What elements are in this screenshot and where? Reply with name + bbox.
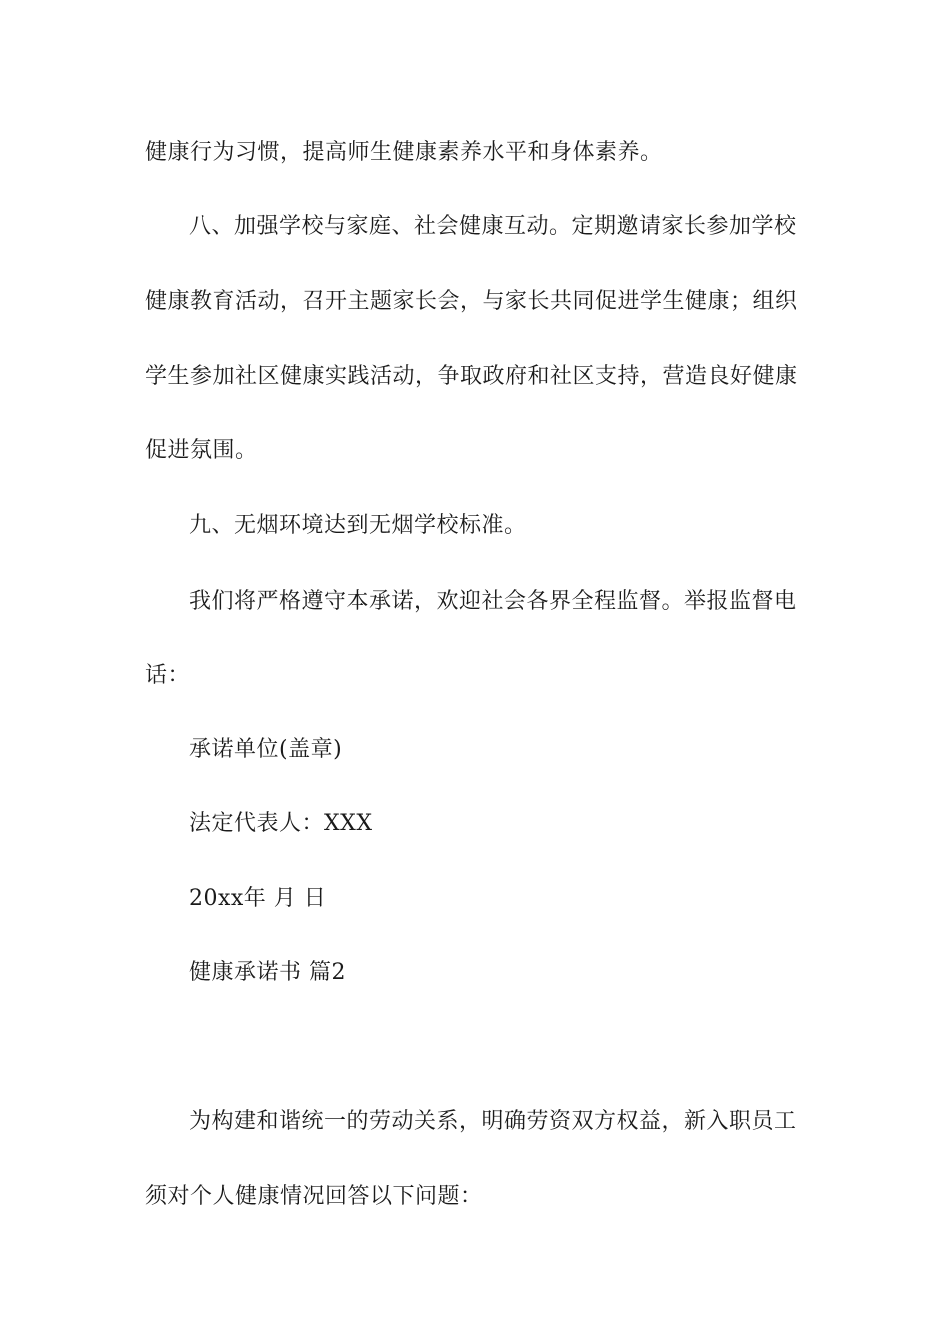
paragraph-line: 话： <box>145 663 191 688</box>
signature-unit-line: 承诺单位(盖章) <box>189 737 343 762</box>
paragraph-line: 须对个人健康情况回答以下问题： <box>145 1184 483 1209</box>
date-line: 20xx年 月 日 <box>189 886 327 911</box>
paragraph-line: 九、无烟环境达到无烟学校标准。 <box>189 513 527 538</box>
paragraph-line: 健康教育活动，召开主题家长会，与家长共同促进学生健康；组织 <box>145 289 798 314</box>
paragraph-line: 健康行为习惯，提高师生健康素养水平和身体素养。 <box>145 140 663 165</box>
paragraph-line: 我们将严格遵守本承诺，欢迎社会各界全程监督。举报监督电 <box>189 589 797 614</box>
paragraph-line: 八、加强学校与家庭、社会健康互动。定期邀请家长参加学校 <box>189 214 797 239</box>
legal-representative-line: 法定代表人：XXX <box>189 811 373 836</box>
paragraph-line: 为构建和谐统一的劳动关系，明确劳资双方权益，新入职员工 <box>189 1109 797 1134</box>
section-heading: 健康承诺书 篇2 <box>189 960 346 985</box>
paragraph-line: 促进氛围。 <box>145 438 258 463</box>
paragraph-line: 学生参加社区健康实践活动，争取政府和社区支持，营造良好健康 <box>145 364 798 389</box>
